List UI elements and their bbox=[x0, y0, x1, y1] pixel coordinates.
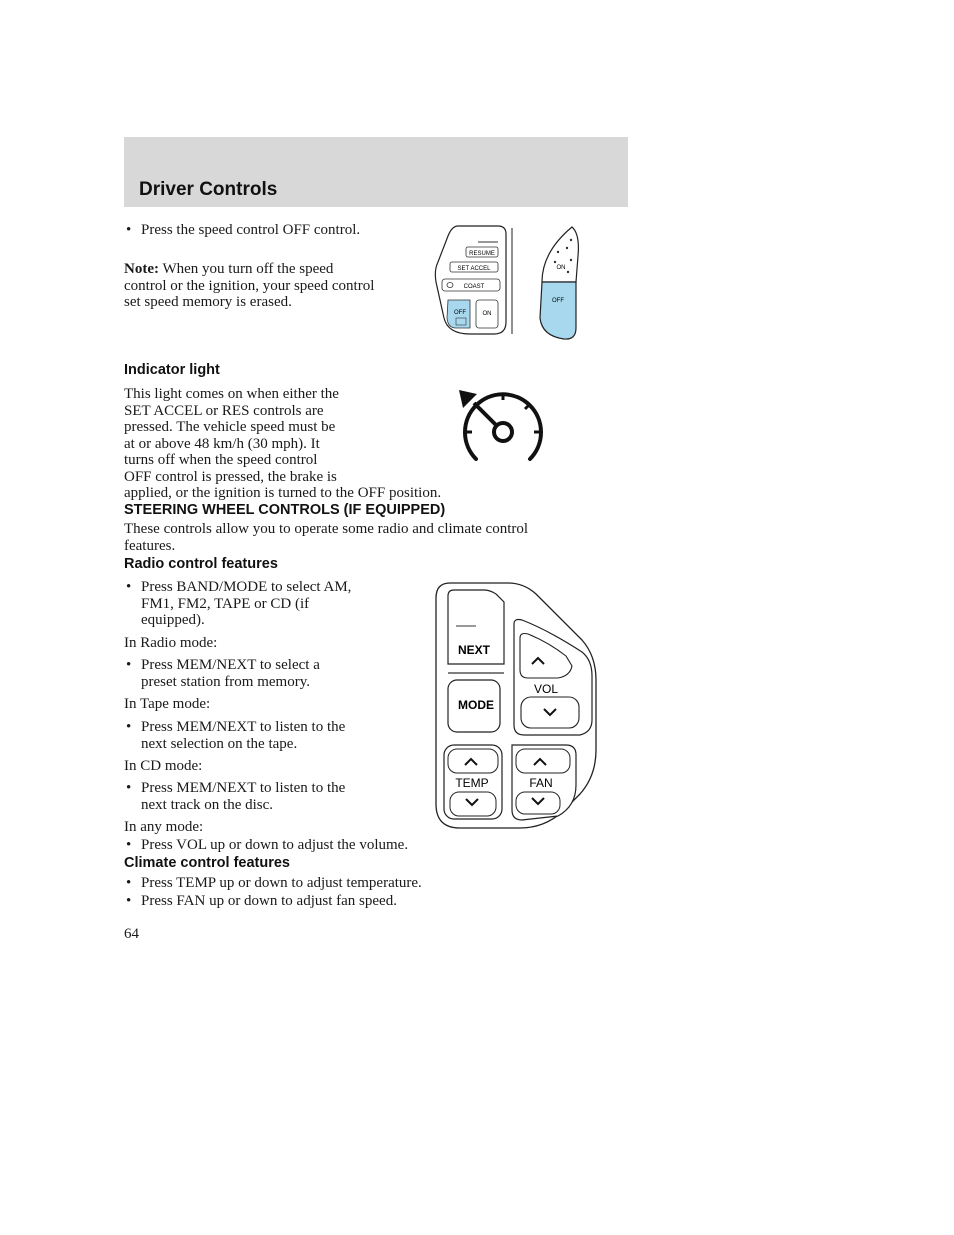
vol-label: VOL bbox=[533, 682, 559, 696]
bullet-tape-next: • Press MEM/NEXT to listen to the next selection on the tape. bbox=[126, 719, 346, 752]
section-header bbox=[124, 137, 628, 207]
indicator-light-heading: Indicator light bbox=[124, 362, 220, 378]
speed-control-switch-figure bbox=[430, 222, 590, 344]
bullet-band-mode: • Press BAND/MODE to select AM, FM1, FM2, TAPE or CD (if equipped). bbox=[126, 579, 352, 628]
coast-label: COAST bbox=[463, 284, 485, 290]
indicator-paragraph: This light comes on when either the SET ACCEL or RES controls are pressed. The vehicle speed must be at or above 48 km/h (30 mph). It turns off when the speed control OFF control is pressed, the brake is applied, or the ignition is turned to the OFF position. bbox=[124, 386, 442, 501]
bullet-temp: • Press TEMP up or down to adjust temperature. bbox=[126, 875, 422, 891]
speedometer-indicator-icon bbox=[452, 385, 547, 465]
cd-mode-label: In CD mode: bbox=[124, 758, 203, 774]
page-number: 64 bbox=[124, 926, 139, 942]
off-label: OFF bbox=[454, 310, 466, 316]
bullet-speed-control-off: • Press the speed control OFF control. bbox=[126, 222, 361, 238]
bullet-fan: • Press FAN up or down to adjust fan speed. bbox=[126, 893, 397, 909]
on-label: ON bbox=[482, 311, 492, 317]
steering-wheel-control-pad-figure bbox=[432, 580, 600, 830]
note-text: When you turn off the speed control or the ignition, your speed control set speed memory is erased. bbox=[124, 261, 375, 310]
resume-label: RESUME bbox=[469, 251, 495, 257]
bullet-cd-next: • Press MEM/NEXT to listen to the next track on the disc. bbox=[126, 780, 346, 813]
note-paragraph bbox=[124, 261, 376, 311]
section-title: Driver Controls bbox=[139, 179, 278, 200]
mode-button-label: MODE bbox=[458, 698, 494, 712]
set-accel-label: SET ACCEL bbox=[457, 266, 491, 272]
bullet-vol: • Press VOL up or down to adjust the volume. bbox=[126, 837, 409, 853]
steering-intro-paragraph: These controls allow you to operate some radio and climate control features. bbox=[124, 521, 529, 554]
radio-control-heading: Radio control features bbox=[124, 556, 278, 572]
next-button-label: NEXT bbox=[457, 643, 491, 657]
steering-wheel-controls-heading: STEERING WHEEL CONTROLS (IF EQUIPPED) bbox=[124, 502, 446, 518]
any-mode-label: In any mode: bbox=[124, 819, 204, 835]
note-label: Note: bbox=[124, 261, 159, 277]
tape-mode-label: In Tape mode: bbox=[124, 696, 211, 712]
on-rocker-label: ON bbox=[556, 265, 566, 271]
temp-label: TEMP bbox=[455, 776, 489, 790]
off-rocker-label: OFF bbox=[552, 298, 564, 304]
climate-control-heading: Climate control features bbox=[124, 855, 290, 871]
fan-label: FAN bbox=[529, 776, 553, 790]
bullet-radio-next: • Press MEM/NEXT to select a preset station from memory. bbox=[126, 657, 320, 690]
radio-mode-label: In Radio mode: bbox=[124, 635, 218, 651]
